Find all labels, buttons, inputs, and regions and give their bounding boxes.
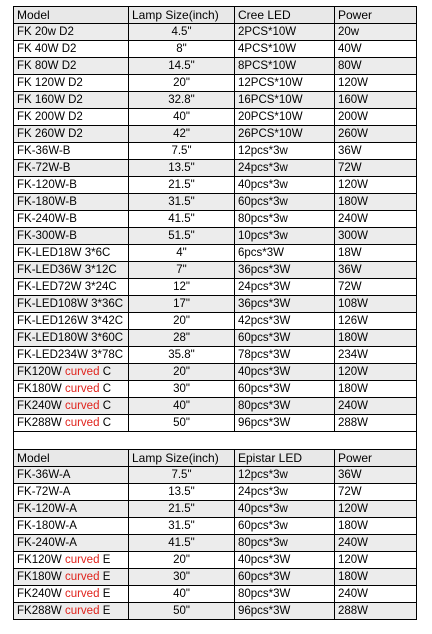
- table-row: [14, 518, 417, 535]
- model-curved: curved: [64, 417, 100, 429]
- model-cell: FK 40W D2: [14, 41, 129, 58]
- lamp-size-cell: 42": [129, 126, 235, 143]
- model-curved: curved: [64, 366, 100, 378]
- table-row: [14, 24, 417, 41]
- table-row: [14, 228, 417, 245]
- table-row: [14, 296, 417, 313]
- power-cell: 288W: [335, 415, 417, 432]
- lamp-size-cell: 50": [129, 415, 235, 432]
- model-cell: [14, 586, 129, 603]
- power-cell: 126W: [335, 313, 417, 330]
- table-row: [14, 398, 417, 415]
- model-suffix: C: [102, 383, 111, 395]
- power-cell: 36W: [335, 262, 417, 279]
- model-cell: [14, 364, 129, 381]
- lamp-size-cell: 12": [129, 279, 235, 296]
- power-cell: 120W: [335, 501, 417, 518]
- model-cell: FK 20w D2: [14, 24, 129, 41]
- power-cell: 240W: [335, 535, 417, 552]
- power-cell: 180W: [335, 194, 417, 211]
- lamp-size-cell: 30": [129, 569, 235, 586]
- model-suffix: C: [102, 400, 111, 412]
- model-cell: FK-240W-B: [14, 211, 129, 228]
- led-header: Epistar LED: [235, 450, 335, 467]
- table-row: [14, 160, 417, 177]
- lamp-size-cell: 13.5": [129, 484, 235, 501]
- power-cell: 200W: [335, 109, 417, 126]
- model-curved: curved: [64, 400, 100, 412]
- power-cell: 234W: [335, 347, 417, 364]
- model-prefix: FK120W: [17, 366, 62, 378]
- lamp-size-header: Lamp Size(inch): [129, 7, 235, 24]
- lamp-size-cell: 40": [129, 398, 235, 415]
- table-row: [14, 330, 417, 347]
- spacer-cell: [14, 432, 417, 450]
- led-cell: 12pcs*3w: [235, 143, 335, 160]
- lamp-size-cell: 31.5": [129, 518, 235, 535]
- table-row: [14, 569, 417, 586]
- model-cell: FK 160W D2: [14, 92, 129, 109]
- power-cell: 240W: [335, 586, 417, 603]
- power-cell: 36W: [335, 467, 417, 484]
- power-cell: 180W: [335, 330, 417, 347]
- power-cell: 240W: [335, 398, 417, 415]
- model-suffix: C: [102, 366, 111, 378]
- table-row: [14, 109, 417, 126]
- model-cell: [14, 381, 129, 398]
- led-cell: 12PCS*10W: [235, 75, 335, 92]
- lamp-size-cell: 20": [129, 364, 235, 381]
- model-suffix: E: [102, 605, 111, 617]
- power-cell: 180W: [335, 381, 417, 398]
- model-cell: FK-72W-B: [14, 160, 129, 177]
- power-cell: 20w: [335, 24, 417, 41]
- model-prefix: FK240W: [17, 400, 62, 412]
- led-cell: 24pcs*3W: [235, 279, 335, 296]
- lamp-size-cell: 8": [129, 41, 235, 58]
- lamp-size-cell: 7": [129, 262, 235, 279]
- power-cell: 72W: [335, 484, 417, 501]
- power-cell: 120W: [335, 552, 417, 569]
- spacer-row: [14, 432, 417, 450]
- power-header: Power: [335, 7, 417, 24]
- table-row: [14, 245, 417, 262]
- led-cell: 20PCS*10W: [235, 109, 335, 126]
- lamp-size-cell: 41.5": [129, 211, 235, 228]
- lamp-size-cell: 13.5": [129, 160, 235, 177]
- led-cell: 36pcs*3W: [235, 296, 335, 313]
- power-cell: 120W: [335, 75, 417, 92]
- table-row: [14, 484, 417, 501]
- lamp-size-cell: 20": [129, 75, 235, 92]
- model-cell: FK-LED36W 3*12C: [14, 262, 129, 279]
- led-cell: 40pcs*3w: [235, 177, 335, 194]
- led-cell: 40pcs*3W: [235, 364, 335, 381]
- model-curved: curved: [64, 588, 100, 600]
- lamp-size-cell: 31.5": [129, 194, 235, 211]
- table-row: [14, 75, 417, 92]
- model-prefix: FK120W: [17, 554, 62, 566]
- power-cell: 240W: [335, 211, 417, 228]
- model-cell: FK-LED234W 3*78C: [14, 347, 129, 364]
- model-curved: curved: [64, 571, 100, 583]
- model-cell: FK-180W-B: [14, 194, 129, 211]
- lamp-size-cell: 7.5": [129, 143, 235, 160]
- table-row: [14, 41, 417, 58]
- led-cell: 96pcs*3W: [235, 603, 335, 620]
- led-cell: 60pcs*3w: [235, 194, 335, 211]
- power-cell: 18W: [335, 245, 417, 262]
- header-row: [14, 450, 417, 467]
- model-prefix: FK180W: [17, 383, 62, 395]
- led-cell: 80pcs*3w: [235, 535, 335, 552]
- lamp-size-cell: 28": [129, 330, 235, 347]
- model-cell: [14, 415, 129, 432]
- model-prefix: FK180W: [17, 571, 62, 583]
- led-cell: 8PCS*10W: [235, 58, 335, 75]
- power-cell: 108W: [335, 296, 417, 313]
- model-cell: FK 120W D2: [14, 75, 129, 92]
- table-row: [14, 347, 417, 364]
- table-row: [14, 177, 417, 194]
- table-row: [14, 381, 417, 398]
- model-cell: [14, 603, 129, 620]
- model-cell: FK-120W-A: [14, 501, 129, 518]
- led-header: Cree LED: [235, 7, 335, 24]
- table-row: [14, 501, 417, 518]
- led-cell: 16PCS*10W: [235, 92, 335, 109]
- model-suffix: E: [102, 554, 111, 566]
- lamp-size-cell: 7.5": [129, 467, 235, 484]
- led-cell: 60pcs*3w: [235, 518, 335, 535]
- led-cell: 24pcs*3w: [235, 160, 335, 177]
- lamp-size-cell: 35.8": [129, 347, 235, 364]
- lamp-size-cell: 17": [129, 296, 235, 313]
- model-cell: FK-LED180W 3*60C: [14, 330, 129, 347]
- lamp-size-cell: 30": [129, 381, 235, 398]
- model-cell: FK-36W-A: [14, 467, 129, 484]
- led-cell: 60pcs*3W: [235, 381, 335, 398]
- power-cell: 260W: [335, 126, 417, 143]
- header-row: [14, 7, 417, 24]
- model-curved: curved: [64, 605, 100, 617]
- table-row: [14, 279, 417, 296]
- model-cell: [14, 569, 129, 586]
- model-curved: curved: [64, 554, 100, 566]
- lamp-size-cell: 20": [129, 552, 235, 569]
- table-row: [14, 92, 417, 109]
- model-cell: [14, 398, 129, 415]
- model-cell: FK 260W D2: [14, 126, 129, 143]
- model-cell: FK-72W-A: [14, 484, 129, 501]
- power-cell: 40W: [335, 41, 417, 58]
- table-row: [14, 603, 417, 620]
- led-cell: 96pcs*3W: [235, 415, 335, 432]
- led-cell: 80pcs*3W: [235, 398, 335, 415]
- lamp-size-cell: 14.5": [129, 58, 235, 75]
- power-cell: 180W: [335, 518, 417, 535]
- model-cell: FK-180W-A: [14, 518, 129, 535]
- table-row: [14, 58, 417, 75]
- power-cell: 36W: [335, 143, 417, 160]
- led-cell: 60pcs*3W: [235, 330, 335, 347]
- power-header: Power: [335, 450, 417, 467]
- lamp-size-cell: 40": [129, 109, 235, 126]
- led-cell: 24pcs*3w: [235, 484, 335, 501]
- lamp-size-cell: 32.8": [129, 92, 235, 109]
- lamp-size-header: Lamp Size(inch): [129, 450, 235, 467]
- model-curved: curved: [64, 383, 100, 395]
- table-row: [14, 415, 417, 432]
- table-row: [14, 262, 417, 279]
- model-cell: FK-LED108W 3*36C: [14, 296, 129, 313]
- lamp-size-cell: 21.5": [129, 501, 235, 518]
- power-cell: 120W: [335, 177, 417, 194]
- led-cell: 40pcs*3w: [235, 501, 335, 518]
- model-cell: FK-300W-B: [14, 228, 129, 245]
- led-cell: 36pcs*3W: [235, 262, 335, 279]
- power-cell: 72W: [335, 160, 417, 177]
- led-cell: 10pcs*3w: [235, 228, 335, 245]
- model-cell: FK-LED72W 3*24C: [14, 279, 129, 296]
- lamp-size-cell: 40": [129, 586, 235, 603]
- model-cell: FK-LED18W 3*6C: [14, 245, 129, 262]
- model-cell: FK 200W D2: [14, 109, 129, 126]
- model-cell: FK-LED126W 3*42C: [14, 313, 129, 330]
- table-row: [14, 194, 417, 211]
- led-cell: 78pcs*3W: [235, 347, 335, 364]
- power-cell: 300W: [335, 228, 417, 245]
- table-row: [14, 552, 417, 569]
- led-cell: 80pcs*3w: [235, 211, 335, 228]
- model-cell: [14, 552, 129, 569]
- model-header: Model: [14, 7, 129, 24]
- table-row: [14, 211, 417, 228]
- led-cell: 12pcs*3w: [235, 467, 335, 484]
- lamp-size-cell: 4": [129, 245, 235, 262]
- table-row: [14, 313, 417, 330]
- table-row: [14, 586, 417, 603]
- table-row: [14, 126, 417, 143]
- model-suffix: C: [102, 417, 111, 429]
- power-cell: 180W: [335, 569, 417, 586]
- model-prefix: FK288W: [17, 605, 62, 617]
- model-cell: FK-240W-A: [14, 535, 129, 552]
- led-cell: 42pcs*3W: [235, 313, 335, 330]
- model-suffix: E: [102, 571, 111, 583]
- model-header: Model: [14, 450, 129, 467]
- spec-table-body: [14, 7, 417, 620]
- spec-table: [13, 6, 417, 620]
- led-cell: 60pcs*3W: [235, 569, 335, 586]
- model-suffix: E: [102, 588, 111, 600]
- model-cell: FK-120W-B: [14, 177, 129, 194]
- power-cell: 160W: [335, 92, 417, 109]
- led-cell: 26PCS*10W: [235, 126, 335, 143]
- model-cell: FK-36W-B: [14, 143, 129, 160]
- lamp-size-cell: 51.5": [129, 228, 235, 245]
- lamp-size-cell: 41.5": [129, 535, 235, 552]
- model-prefix: FK240W: [17, 588, 62, 600]
- led-cell: 6pcs*3W: [235, 245, 335, 262]
- power-cell: 288W: [335, 603, 417, 620]
- lamp-size-cell: 50": [129, 603, 235, 620]
- lamp-size-cell: 20": [129, 313, 235, 330]
- led-cell: 80pcs*3W: [235, 586, 335, 603]
- model-prefix: FK288W: [17, 417, 62, 429]
- led-cell: 2PCS*10W: [235, 24, 335, 41]
- power-cell: 80W: [335, 58, 417, 75]
- power-cell: 72W: [335, 279, 417, 296]
- lamp-size-cell: 21.5": [129, 177, 235, 194]
- table-row: [14, 467, 417, 484]
- led-cell: 40pcs*3W: [235, 552, 335, 569]
- model-cell: FK 80W D2: [14, 58, 129, 75]
- spec-sheet: [13, 6, 417, 620]
- power-cell: 120W: [335, 364, 417, 381]
- led-cell: 4PCS*10W: [235, 41, 335, 58]
- table-row: [14, 364, 417, 381]
- table-row: [14, 535, 417, 552]
- lamp-size-cell: 4.5": [129, 24, 235, 41]
- table-row: [14, 143, 417, 160]
